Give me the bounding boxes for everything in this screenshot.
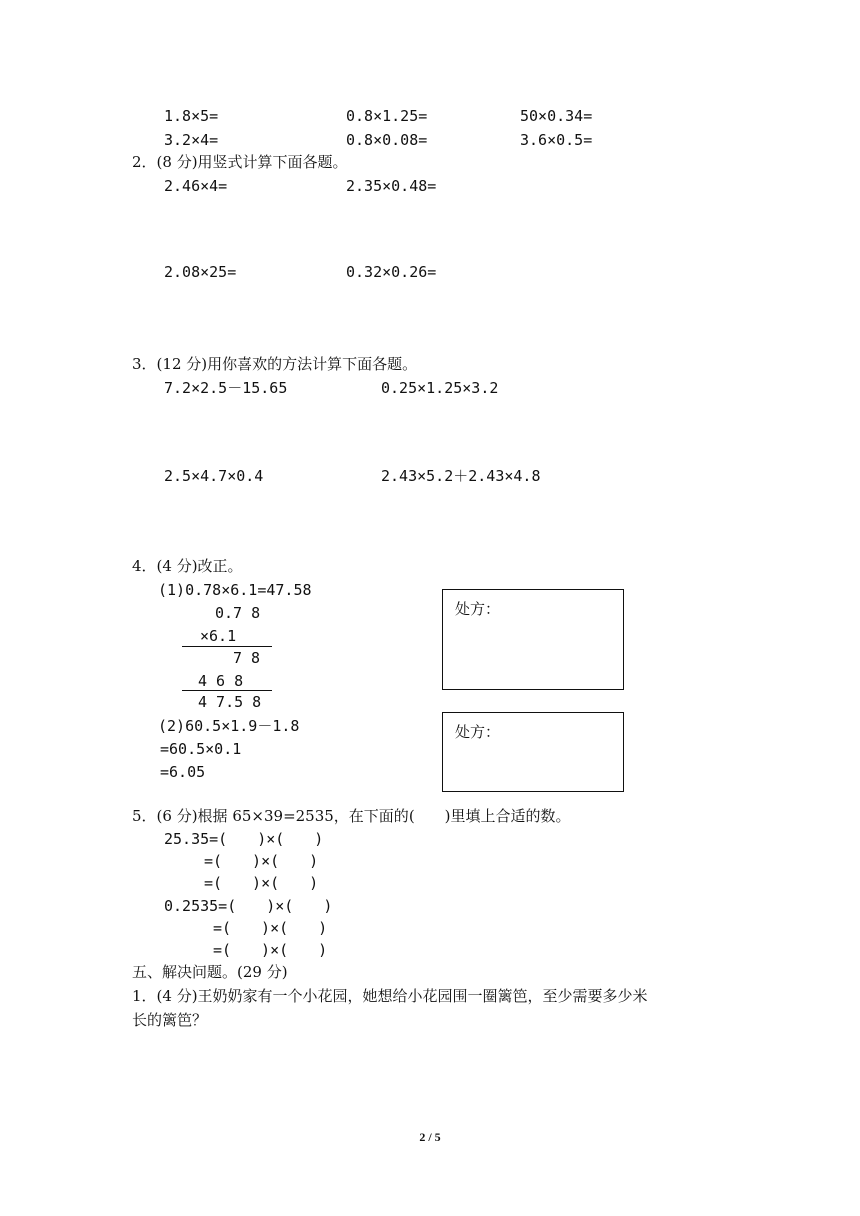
vertical-rule xyxy=(182,690,272,691)
vertical-line: 4 6 8 xyxy=(198,672,244,690)
q3-heading: 3．(12 分)用你喜欢的方法计算下面各题。 xyxy=(132,355,418,373)
vertical-line: 7 8 xyxy=(233,649,261,667)
q2-heading: 2．(8 分)用竖式计算下面各题。 xyxy=(132,153,348,171)
q4-part2-line: (2)60.5×1.9－1.8 xyxy=(158,717,300,735)
q3-item: 0.25×1.25×3.2 xyxy=(381,379,499,397)
q5-heading: 5．(6 分)根据 65×39=2535，在下面的( )里填上合适的数。 xyxy=(132,807,571,825)
q4-part2-line: =6.05 xyxy=(160,763,206,781)
q3-item: 7.2×2.5－15.65 xyxy=(164,379,288,397)
vertical-rule xyxy=(182,646,272,647)
correction-box-label: 处方： xyxy=(455,723,501,741)
q5-line: =( )×( ) xyxy=(204,852,319,870)
q1-item: 1.8×5= xyxy=(164,107,219,125)
section5-question: 1．(4 分)王奶奶家有一个小花园，她想给小花园围一圈篱笆，至少需要多少米 xyxy=(132,987,648,1005)
q2-item: 2.46×4= xyxy=(164,177,228,195)
q4-heading: 4．(4 分)改正。 xyxy=(132,557,243,575)
page-number: 2 / 5 xyxy=(419,1130,441,1144)
correction-box xyxy=(442,589,624,690)
section5-question: 长的篱笆？ xyxy=(132,1011,208,1029)
q5-line: 25.35=( )×( ) xyxy=(164,830,324,848)
q4-part2-line: =60.5×0.1 xyxy=(160,740,242,758)
section5-heading: 五、解决问题。(29 分) xyxy=(132,963,288,981)
q2-item: 2.35×0.48= xyxy=(346,177,437,195)
q3-item: 2.43×5.2＋2.43×4.8 xyxy=(381,467,541,485)
q1-item: 3.6×0.5= xyxy=(520,131,593,149)
q5-line: =( )×( ) xyxy=(213,919,328,937)
q5-line: =( )×( ) xyxy=(213,941,328,959)
q4-part1: (1)0.78×6.1=47.58 xyxy=(158,581,312,599)
vertical-line: 0.7 8 xyxy=(215,604,261,622)
q1-item: 3.2×4= xyxy=(164,131,219,149)
vertical-line: 4 7.5 8 xyxy=(198,693,262,711)
q1-item: 0.8×1.25= xyxy=(346,107,428,125)
vertical-line: ×6.1 xyxy=(200,627,237,645)
correction-box-label: 处方： xyxy=(455,600,501,618)
q1-item: 0.8×0.08= xyxy=(346,131,428,149)
q2-item: 2.08×25= xyxy=(164,263,237,281)
q5-line: 0.2535=( )×( ) xyxy=(164,897,333,915)
q5-line: =( )×( ) xyxy=(204,874,319,892)
correction-box xyxy=(442,712,624,792)
q2-item: 0.32×0.26= xyxy=(346,263,437,281)
q1-item: 50×0.34= xyxy=(520,107,593,125)
q3-item: 2.5×4.7×0.4 xyxy=(164,467,264,485)
